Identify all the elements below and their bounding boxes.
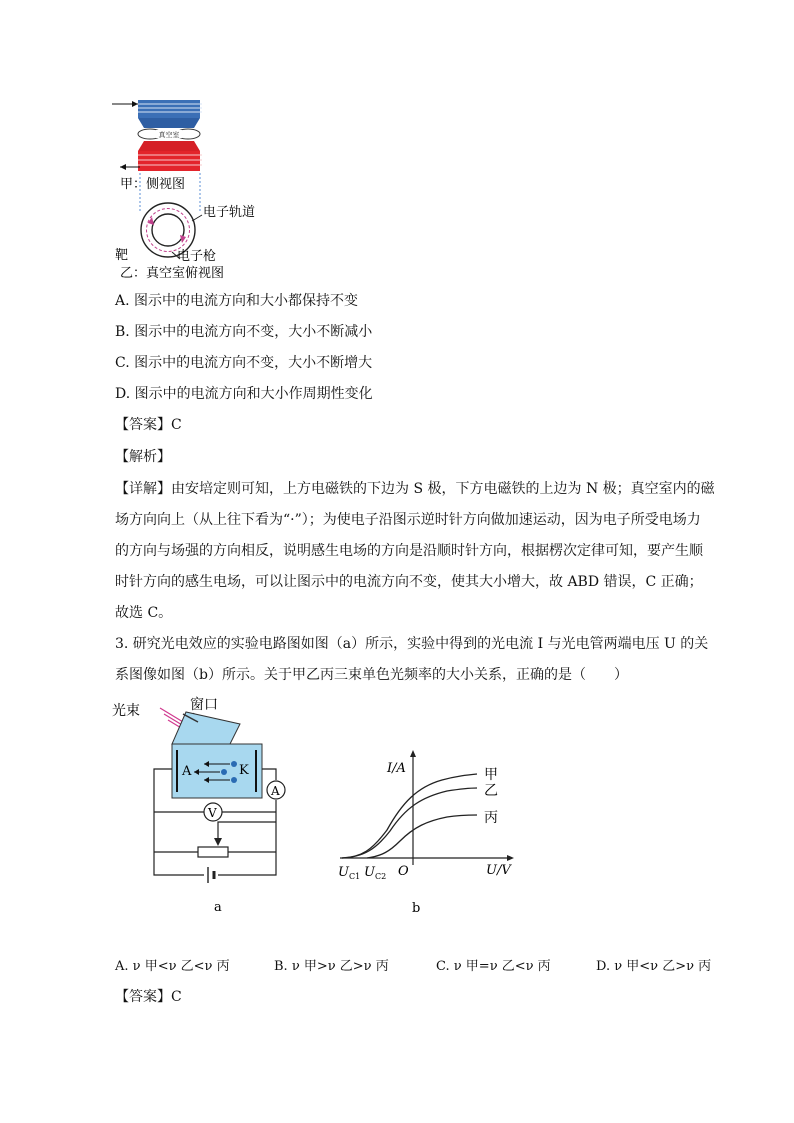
answer-value: C [171, 417, 182, 433]
uc2-label: $U_{C2}$ [364, 865, 387, 881]
q3-option-a: A. ν 甲<ν 乙<ν 丙 [115, 959, 230, 974]
q2-detail-line-4: 时针方向的感生电场，可以让图示中的电流方向不变，使其大小增大，故 ABD 错误，C 正确； [115, 574, 703, 590]
caption-b: b [412, 901, 421, 916]
gun-label: 电子枪 [177, 249, 217, 264]
phototube [172, 712, 262, 798]
q3-option-d: D. ν 甲<ν 乙>ν 丙 [596, 959, 712, 974]
q3-option-b: B. ν 甲>ν 乙>ν 丙 [274, 959, 389, 974]
q2-option-c: C. 图示中的电流方向不变，大小不断增大 [115, 355, 373, 371]
circuit-diagram [108, 692, 298, 917]
curve-label-jia: 甲 [484, 767, 498, 783]
vacuum-chamber [138, 129, 200, 139]
q3-stem-line-2: 系图像如图（b）所示。关于甲乙丙三束单色光频率的大小关系，正确的是（ ） [115, 667, 628, 683]
voltmeter-label: V [208, 806, 217, 820]
ammeter-label: A [271, 784, 280, 798]
q3-stem-line-1: 3. 研究光电效应的实验电路图如图（a）所示，实验中得到的光电流 I 与光电管两端电压 U 的关 [115, 636, 709, 652]
x-axis-label: U/V [486, 863, 511, 878]
q2-option-b: B. 图示中的电流方向不变，大小不断减小 [115, 324, 373, 340]
answer-tag: 【答案】 [115, 417, 171, 433]
q2-answer [115, 415, 182, 435]
q2-option-d: D. 图示中的电流方向和大小作周期性变化 [115, 386, 373, 402]
q2-detail-line-2: 场方向向上（从上往下看为“·”）；为使电子沿图示逆时针方向做加速运动，因为电子所受电场力 [115, 512, 701, 528]
betatron-figure [110, 95, 290, 285]
q3-answer: 【答案】C [115, 989, 182, 1005]
q2-detail-line-1: 【详解】由安培定则可知，上方电磁铁的下边为 S 极，下方电磁铁的上边为 N 极；真空室内的磁 [115, 481, 715, 497]
orbit-label: 电子轨道 [203, 205, 256, 220]
beam-label: 光束 [112, 703, 140, 719]
target-label: 靶 [115, 248, 129, 263]
iu-graph [332, 745, 527, 917]
q3-option-c: C. ν 甲=ν 乙<ν 丙 [436, 959, 551, 974]
caption-jia: 甲：侧视图 [120, 177, 186, 192]
vacuum-label: 真空室 [158, 131, 180, 139]
curve-label-bing: 丙 [484, 810, 498, 826]
rheostat [198, 847, 228, 857]
q2-option-a: A. 图示中的电流方向和大小都保持不变 [115, 293, 359, 309]
battery [208, 867, 214, 883]
curve-bing [367, 815, 477, 858]
caption-a: a [214, 900, 222, 915]
anode-label: A [182, 764, 192, 779]
q2-analysis-tag: 【解析】 [115, 449, 171, 465]
curve-label-yi: 乙 [484, 783, 498, 799]
origin-label: O [398, 864, 409, 879]
lower-electromagnet [138, 141, 202, 171]
q2-detail-line-3: 的方向与场强的方向相反，说明感生电场的方向是沿顺时针方向，根据楞次定律可知，要产生顺 [115, 543, 703, 559]
uc1-label: $U_{C1}$ [338, 865, 361, 881]
y-axis-label: I/A [387, 761, 406, 776]
caption-yi: 乙：真空室俯视图 [120, 266, 225, 281]
cathode-label: K [239, 763, 249, 778]
q2-detail-line-5: 故选 C。 [115, 605, 173, 621]
upper-electromagnet [138, 100, 202, 128]
detail-tag: 【详解】 [115, 481, 171, 497]
window-label: 窗口 [190, 697, 218, 713]
